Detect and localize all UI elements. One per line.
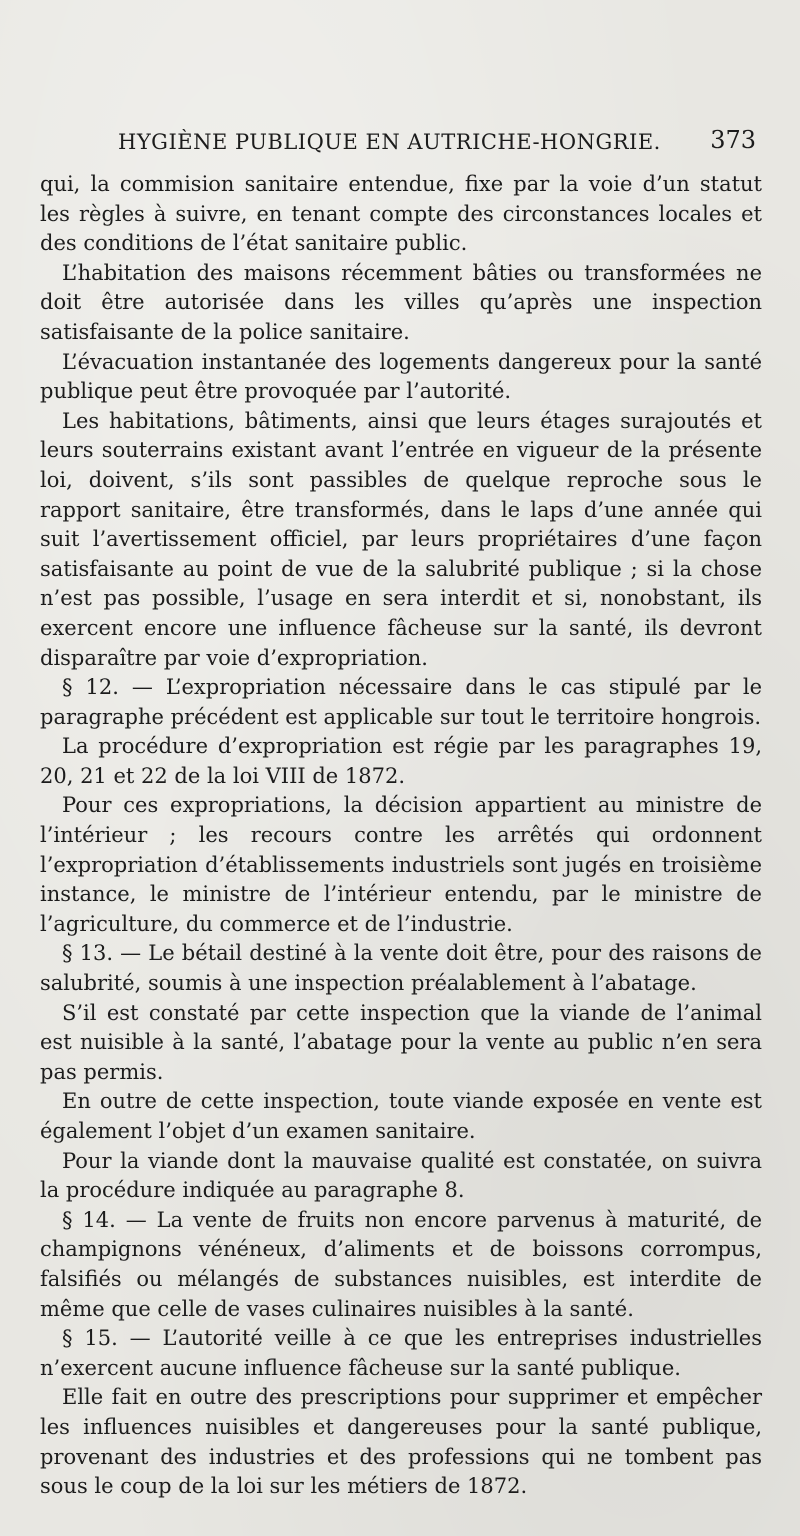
- paragraph-inspection: L’habitation des maisons récemment bâties ou transformées ne doit être autorisée dans les villes qu’après une inspection satisfaisante de la police sanitaire.: [40, 260, 762, 344]
- section-14: § 14. — La vente de fruits non encore parvenus à maturité, de champignons vénéneux, d’aliments et de boissons corrompus, falsifiés ou mélangés de substances nuisibles, est interdite de même que celle de vases culinaires nuisibles à la santé.: [40, 1207, 762, 1321]
- body-text: [40, 170, 762, 1502]
- paragraph-meat-examination: En outre de cette inspection, toute viande exposée en vente est également l’objet d’un examen sanitaire.: [40, 1089, 762, 1143]
- paragraph-existing-dwellings: Les habitations, bâtiments, ainsi que leurs étages surajoutés et leurs souterrains existant avant l’entrée en vigueur de la présente loi, doivent, s’ils sont passibles de quelque reproche sous le rapport sanitaire, être transformés, dans le laps d’une année qui suit l’avertissement officiel, par leurs propriétaires d’une façon satisfaisante au point de vue de la salubrité publique ; si la chose n’est pas possible, l’usage en sera interdit et si, nonobstant, ils exercent encore une influence fâcheuse sur la santé, ils devront disparaître par voie d’expropriation.: [40, 408, 762, 670]
- running-header: [40, 126, 760, 162]
- paragraph-bad-meat: Pour la viande dont la mauvaise qualité est constatée, on suivra la procédure indiquée au paragraphe 8.: [40, 1148, 762, 1203]
- paragraph-evacuation: L’évacuation instantanée des logements dangereux pour la santé publique peut être provoquée par l’autorité.: [40, 349, 762, 404]
- paragraph-continuation: qui, la commision sanitaire entendue, fixe par la voie d’un statut les règles à suivre, en tenant compte des circonstances locales et des conditions de l’état sanitaire public.: [40, 172, 762, 256]
- section-12: § 12. — L’expropriation nécessaire dans le cas stipulé par le paragraphe précédent est applicable sur tout le territoire hongrois.: [40, 675, 762, 729]
- paragraph-procedure: La procédure d’expropriation est régie par les paragraphes 19, 20, 21 et 22 de la loi VIII de 1872.: [40, 734, 762, 788]
- page-number: 373: [710, 126, 756, 154]
- paragraph-prescriptions: Elle fait en outre des prescriptions pour supprimer et empêcher les influences nuisibles et dangereuses pour la santé publique, provenant des industries et des professions qui ne tombent pas sous le coup de la loi sur les métiers de 1872.: [40, 1385, 762, 1499]
- section-13: § 13. — Le bétail destiné à la vente doit être, pour des raisons de salubrité, soumis à une inspection préalablement à l’abatage.: [40, 941, 762, 996]
- running-title: HYGIÈNE PUBLIQUE EN AUTRICHE-HONGRIE.: [118, 130, 661, 154]
- section-15: § 15. — L’autorité veille à ce que les entreprises industrielles n’exercent aucune influence fâcheuse sur la santé publique.: [40, 1326, 762, 1380]
- paragraph-meat-harmful: S’il est constaté par cette inspection que la viande de l’animal est nuisible à la santé, l’abatage pour la vente au public n’en sera pas permis.: [40, 1000, 762, 1084]
- paragraph-decision: Pour ces expropriations, la décision appartient au ministre de l’intérieur ; les recours contre les arrêtés qui ordonnent l’expropriation d’établissements industriels sont jugés en troisième instance, le ministre de l’intérieur entendu, par le ministre de l’agriculture, du commerce et de l’industrie.: [40, 793, 762, 936]
